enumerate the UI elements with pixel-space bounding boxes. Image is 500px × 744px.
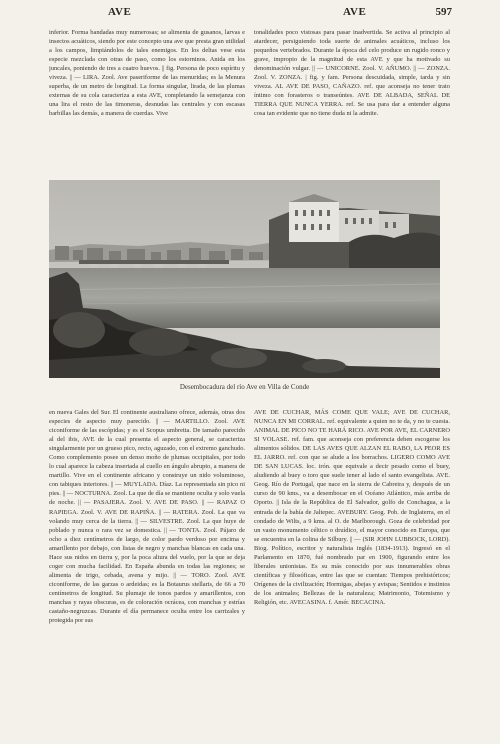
text-column-top-right bbox=[254, 28, 450, 180]
text-column-bottom-left bbox=[49, 408, 245, 728]
text-column-top-left bbox=[49, 28, 245, 180]
body-text: en nueva Gales del Sur. El continente australiano ofrece, además, otras dos especies de aspecto muy parecido. || — MARTILLO. Zool. AVE ciconiforme de las escópidas; y es el Scopus umbretta. De tamaño parecido al del ibis, AVE de la cual presenta el aspecto general, se caracteriza singularmente por un grueso pico, recto, aguzado, con el extremo ganchudo. Como complemento posee un denso moño de plumas occipitales, por todo lo cual aparece la cabeza insertada al cuello en ángulo abrupto, a manera de martillo. Vive en el continente africano y construye un nido voluminoso, con tabiques interiores. || — MUYLADA. Díaz. La representada sin pico ni pies. || — NOCTURNA. Zool. La que de día se mantiene oculta y solo vuela de noche. || — PASAJERA. Zool. V. AVE DE PASO. || — RAPAZ O RAPIEGA. Zool. V. AVE DE RAPIÑA. || — RATERA. Zool. La que va volando muy cerca de la tierra. || — SILVESTRE. Zool. La que huye de poblado y nunca o rara vez se domestica. || — TONTA. Zool. Pájaro de ocho a diez centímetros de largo, de color pardo verdoso por encima y amarillento por debajo, con listas de negro y manchas blancas en cada una. Hace sus nidos en tierra y, por la poca altura del vuelo, por la que se deja coger con mucha facilidad. En España abunda en todas las regiones; se alimenta de trigo, cebada, avena y mijo. || — TORO. Zool. AVE ciconiforme, de las garzas o ardeidas; es la Botaurus stellaris, de 66 a 70 centímetros de longitud. Su plumaje de tonos pardos y amarillentos, con manchas y rayas obscuras, es de coloración ocrácea, con manchas y estrías castaño-negruzcas. Durante el día permanece oculta entre los carrizales y protegida por sus bbox=[49, 409, 245, 625]
photo-caption: Desembocadura del río Ave en Villa de Conde bbox=[179, 383, 310, 391]
header-word-right: AVE bbox=[343, 6, 367, 18]
body-text: inferior. Forma bandadas muy numerosas; se alimenta de gusanos, larvas e insectos acuáticos, siendo por este concepto una ave que presta gran utilidad a los campos, limpiándolos de tales enemigos. En los deltas vese esta especie mezclada con otras de paso, como los estorninos. Anida en los juncales, poniendo de tres a cuatro huevos. || fig. Persona de poco espíritu y viveza. || — LIRA. Zool. Ave paseriforme de las menuridas; es la Menura superba, de un metro de longitud. La forma singular, lirada, de las plumas externas de su cola caracteriza a esta AVE, completando la semejanza con una lira el resto de las timoneras, desnudas las centrales y con escasas barbillas las demás, a manera de cuerdas. Vive bbox=[49, 29, 245, 118]
page-number: 597 bbox=[435, 6, 452, 18]
body-text: tonalidades poco vistosas para pasar inadvertida. Se activa al principio al atardecer, persiguiendo toda suerte de animales acuáticos, incluso los pequeños vertebrados. Durante la época del celo produce un rugido ronco y grave, impropio de la magnitud de esta AVE y que ha motivado su denominación vulgar. || — UNICORNE. Zool. V. AÑUMO. || — ZONZA. Zool. V. ZONZA. | fig. y fam. Persona descuidada, simple, tarda y sin viveza. AL AVE DE PASO, CAÑAZO. ref. que aconseja no tener trato íntimo con forasteros o transeúntes. AVE DE ALBADA, SEÑAL DE TIERRA QUE NUNCA YERRA. ref. Se usa para dar a entender alguna cosa tan evidente que no tiene duda ni la admite. bbox=[254, 29, 450, 118]
header-word-left: AVE bbox=[108, 6, 132, 18]
body-text: AVE DE CUCHAR, MÁS COME QUE VALE; AVE DE CUCHAR, NUNCA EN MI CORRAL. ref. equivalente a quien no te da, y no te cuesta. ANIMAL DE PICO NO TE HARÁ RICO. AVE POR AVE, EL CARNERO SI VOLASE. ref. fam. que aconseja con preferencia deben escogerse los alimentos sólidos. DE LAS AVES QUE ALZAN EL RABO, LA PEOR ES EL JARRO. ref. con que se alude a los borrachos. LIGERO COMO AVE DE SAN LUCAS. loc. irón. que equivale a decir pesado como el buey, aludiendo al buey o toro que suele tener al lado el santo evangelista. AVE. Geog. Río de Portugal, que nace en la sierra de Cabreira y, después de un curso de 90 kms., va a desembocar en el Océano Atlántico, más arriba de Oporto. || Isla de la República de El Salvador, golfo de Conchagua, a la entrada de la bahía de Jaltepec. AVEBURY. Geog. Pob. de Inglaterra, en el condado de Wilts, a 9 kms. al O. de Marlborough. Goza de celebridad por un vasto monumento céltico o druídico, el mayor conocido en Europa, que se encuentra en la colina de Silbury. || — (SIR JOHN LUBBOCK, LORD). Biog. Político, escritor y naturalista inglés (1834-1913). Ingresó en el Parlamento en 1870, fué nombrado par en 1900, figurando entre los liberales unionistas. Es su más conocido por sus innumerables obras científicas y filosóficas, entre las que se cuentan: Tiempos prehistóricos; Orígenes de la civilización; Hormigas, abejas y avispas; Sentidos e instintos de los animales; Bellezas de la naturaleza; Matrimonio, Totemismo y Religión, etc. AVECASINA. f. Amér. BECACINA. bbox=[254, 409, 450, 606]
running-header bbox=[48, 6, 452, 24]
text-column-bottom-right bbox=[254, 408, 450, 728]
river-photograph bbox=[49, 180, 440, 378]
